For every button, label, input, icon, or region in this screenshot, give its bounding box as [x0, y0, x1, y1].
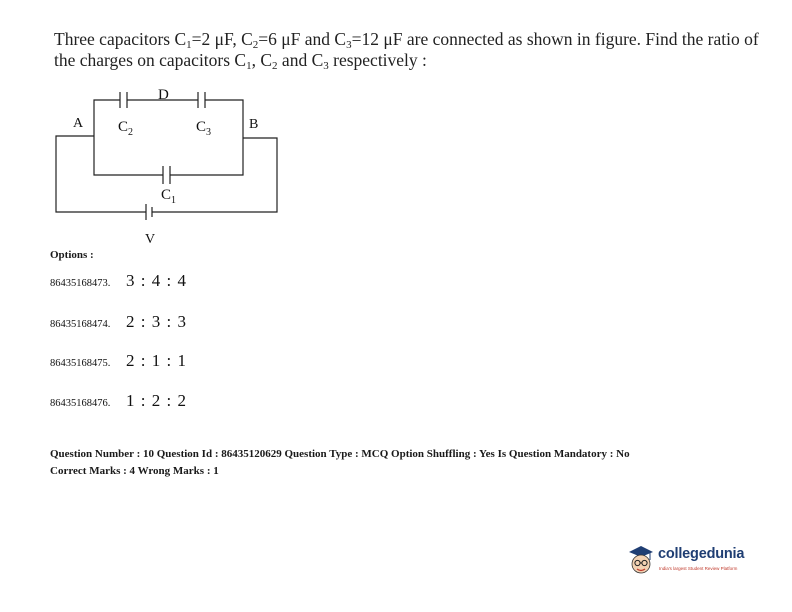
- option-value: 3 : 4 : 4: [126, 271, 187, 290]
- option-id: 86435168476.: [50, 398, 111, 409]
- capacitor-c2: [120, 92, 127, 108]
- node-label-b: B: [249, 117, 259, 132]
- cap-label-c2: $C_2$: [118, 119, 134, 138]
- wire-mid-left: [94, 136, 163, 175]
- node-label-d: D: [158, 87, 169, 103]
- logo-brand: collegedunia: [658, 546, 745, 562]
- option-id: 86435168474.: [50, 319, 111, 330]
- option-id: 86435168473.: [50, 278, 111, 289]
- battery-v: [146, 204, 152, 220]
- wire-mid-right: [170, 138, 243, 175]
- circuit-diagram: [50, 80, 290, 250]
- cap-label-c3: $C_3$: [196, 119, 212, 138]
- collegedunia-logo: [626, 542, 756, 582]
- capacitor-c3: [198, 92, 205, 108]
- node-label-a: A: [73, 116, 84, 131]
- battery-label-v: V: [145, 232, 156, 247]
- wire-top-left: [94, 100, 120, 136]
- question-metadata: [50, 446, 750, 480]
- metadata-line-1: Question Number : 10 Question Id : 86435120629 Question Type : MCQ Option Shuffling : Yes Is Question Mandatory : No: [50, 448, 630, 460]
- wire-outer-left: [56, 136, 146, 212]
- option-value: 2 : 3 : 3: [126, 312, 187, 331]
- option-value: 1 : 2 : 2: [126, 391, 187, 410]
- question-text: Three capacitors $C_1=2$ μF, $C_2=6$ μF and $C_3=12$ μF are connected as shown in figure. Find the ratio of the charges on capacitors $C_1$, $C_2$ and $C_3$ respectively :: [54, 29, 759, 72]
- cap-label-c1: $C_1$: [161, 187, 177, 206]
- metadata-line-2: Correct Marks : 4 Wrong Marks : 1: [50, 465, 219, 477]
- capacitor-c1: [163, 166, 170, 184]
- options-label: Options :: [50, 249, 94, 261]
- option-id: 86435168475.: [50, 358, 111, 369]
- logo-tagline: India's largest Student Review Platform: [659, 566, 738, 571]
- mascot-icon: [626, 542, 656, 580]
- option-value: 2 : 1 : 1: [126, 351, 187, 370]
